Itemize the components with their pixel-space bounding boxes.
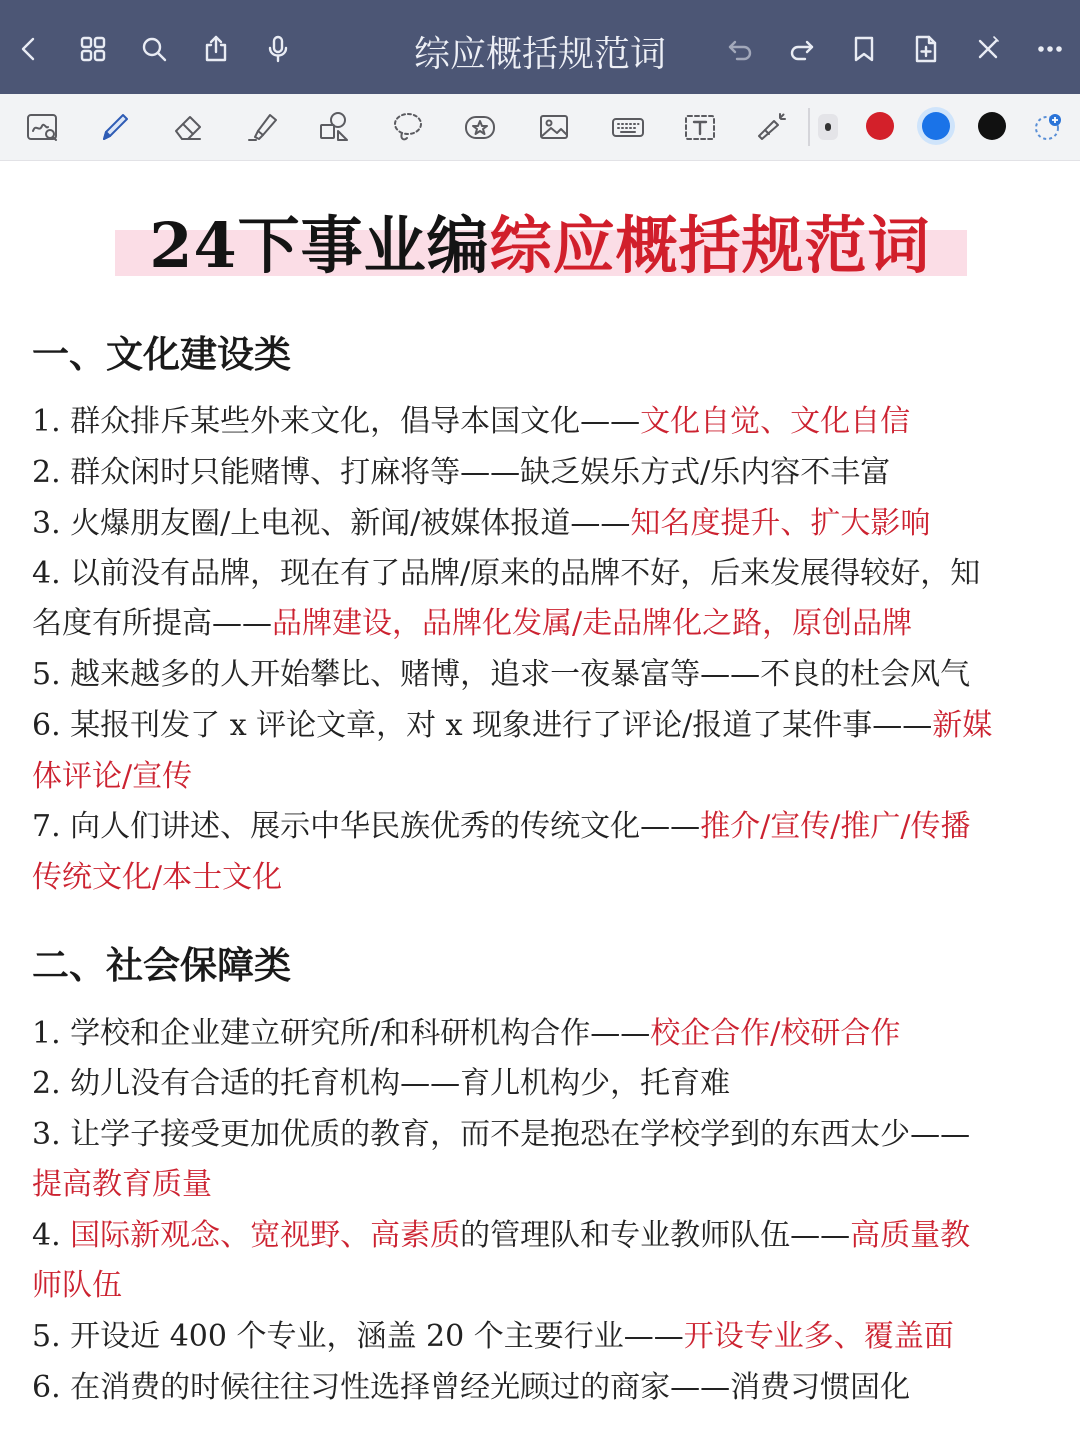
section-heading: 二、社会保障类 — [32, 943, 291, 987]
list-item: 体评论/宣传 — [32, 759, 193, 794]
keyboard-icon[interactable] — [606, 106, 650, 148]
close-icon[interactable] — [971, 32, 1005, 66]
list-item: 6. 某报刊发了 x 评论文章，对 x 现象进行了评论/报道了某件事——新媒 — [32, 708, 993, 743]
list-item: 4. 以前没有品牌，现在有了品牌/原来的品牌不好，后来发展得较好，知 — [32, 556, 981, 591]
back-icon[interactable] — [12, 32, 46, 66]
more-icon[interactable] — [1033, 32, 1067, 66]
grid-icon[interactable] — [76, 32, 110, 66]
laser-pointer-icon[interactable] — [750, 106, 794, 148]
list-item: 7. 向人们讲述、展示中华民族优秀的传统文化——推介/宣传/推广/传播 — [32, 809, 971, 844]
lasso-icon[interactable] — [386, 106, 430, 148]
list-item: 3. 让学子接受更加优质的教育，而不是抱恐在学校学到的东西太少—— — [32, 1117, 971, 1152]
undo-icon[interactable] — [723, 32, 757, 66]
sticker-icon[interactable] — [458, 106, 502, 148]
share-icon[interactable] — [199, 32, 233, 66]
list-item: 2. 幼儿没有合适的托育机构——育儿机构少，托育难 — [32, 1066, 731, 1101]
list-item: 5. 越来越多的人开始攀比、赌博，追求一夜暴富等——不良的杜会风气 — [32, 657, 971, 692]
section-heading: 一、文化建设类 — [32, 332, 291, 376]
image-icon[interactable] — [532, 106, 576, 148]
shapes-icon[interactable] — [312, 106, 356, 148]
list-item: 1. 群众排斥某些外来文化，倡导本国文化——文化自觉、文化自信 — [32, 404, 911, 439]
color-swatch-blue[interactable] — [922, 112, 950, 140]
eraser-icon[interactable] — [166, 106, 210, 148]
note-title-black: 24下事业编 — [149, 209, 490, 282]
toolbar-collapse-handle[interactable] — [818, 114, 838, 140]
list-item: 1. 学校和企业建立研究所/和科研机构合作——校企合作/校研合作 — [32, 1016, 901, 1051]
note-title — [0, 196, 1080, 285]
list-item: 提高教育质量 — [32, 1167, 212, 1202]
list-item: 6. 在消费的时候往往习性选择曾经光顾过的商家——消费习惯固化 — [32, 1370, 911, 1405]
redo-icon[interactable] — [785, 32, 819, 66]
drawing-toolbar — [0, 94, 1080, 161]
text-box-icon[interactable] — [678, 106, 722, 148]
color-swatch-black[interactable] — [978, 112, 1006, 140]
toolbar-divider — [808, 108, 810, 146]
list-item: 4. 国际新观念、宽视野、高素质的管理队和专业教师队伍——高质量教 — [32, 1218, 971, 1253]
list-item: 2. 群众闲时只能赌博、打麻将等——缺乏娱乐方式/乐内容不丰富 — [32, 455, 891, 490]
microphone-icon[interactable] — [261, 32, 295, 66]
list-item: 5. 开设近 400 个专业，涵盖 20 个主要行业——开设专业多、覆盖面 — [32, 1319, 954, 1354]
list-item: 师队伍 — [32, 1268, 122, 1303]
search-icon[interactable] — [137, 32, 171, 66]
document-title: 综应概括规范词 — [413, 34, 666, 75]
list-item: 3. 火爆朋友圈/上电视、新闻/被媒体报道——知名度提升、扩大影响 — [32, 506, 931, 541]
zoom-writing-icon[interactable] — [20, 106, 64, 148]
bookmark-icon[interactable] — [847, 32, 881, 66]
list-item: 传统文化/本士文化 — [32, 860, 283, 895]
highlighter-icon[interactable] — [240, 106, 284, 148]
title-bar — [0, 0, 1080, 94]
note-title-red: 综应概括规范词 — [489, 209, 931, 282]
list-item: 名度有所提高——品牌建设，品牌化发属/走品牌化之路，原创品牌 — [32, 606, 913, 641]
add-page-icon[interactable] — [909, 32, 943, 66]
pen-icon[interactable] — [92, 106, 136, 148]
color-swatch-red[interactable] — [866, 112, 894, 140]
add-color-icon[interactable] — [1032, 112, 1062, 142]
